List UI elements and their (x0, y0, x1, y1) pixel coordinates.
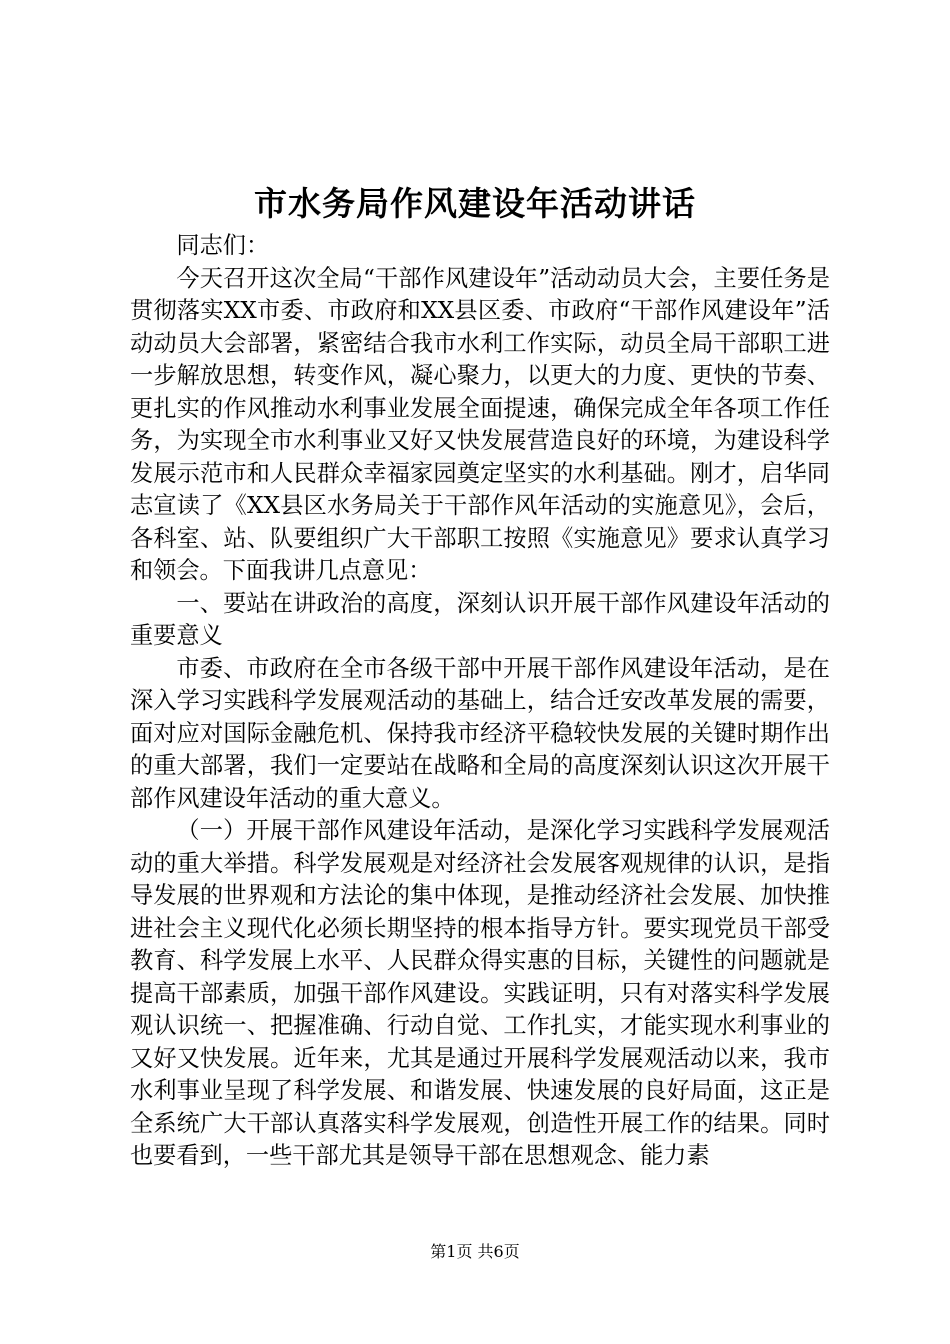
page-number-footer: 第1页 共6页 (430, 1242, 520, 1261)
body-paragraph: （一）开展干部作风建设年活动，是深化学习实践科学发展观活动的重大举措。科学发展观是对经济社会发展客观规律的认识，是指导发展的世界观和方法论的集中体现，是推动经济社会发展、加快推进社会主义现代化必须长期坚持的根本指导方针。要实现党员干部受教育、科学发展上水平、人民群众得实惠的目标，关键性的问题就是提高干部素质，加强干部作风建设。实践证明，只有对落实科学发展观认识统一、把握准确、行动自觉、工作扎实，才能实现水利事业的又好又快发展。近年来，尤其是通过开展科学发展观活动以来，我市水利事业呈现了科学发展、和谐发展、快速发展的良好局面，这正是全系统广大干部认真落实科学发展观，创造性开展工作的结果。同时也要看到，一些干部尤其是领导干部在思想观念、能力素 (130, 817, 830, 1169)
document-body (130, 230, 830, 1173)
section-heading-1: 一、要站在讲政治的高度，深刻认识开展干部作风建设年活动的重要意义 (130, 589, 830, 649)
document-title: 市水务局作风建设年活动讲话 (254, 184, 696, 223)
salutation-paragraph: 同志们： (176, 232, 270, 259)
intro-paragraph: 今天召开这次全局“干部作风建设年”活动动员大会，主要任务是贯彻落实XX市委、市政府和XX县区委、市政府“干部作风建设年”活动动员大会部署，紧密结合我市水利工作实际，动员全局干部职工进一步解放思想，转变作风，凝心聚力，以更大的力度、更快的节奏、更扎实的作风推动水利事业发展全面提速，确保完成全年各项工作任务，为实现全市水利事业又好又快发展营造良好的环境，为建设科学发展示范市和人民群众幸福家园奠定坚实的水利基础。刚才，启华同志宣读了《XX县区水务局关于干部作风年活动的实施意见》，会后，各科室、站、队要组织广大干部职工按照《实施意见》要求认真学习和领会。下面我讲几点意见： (130, 264, 830, 584)
body-paragraph: 市委、市政府在全市各级干部中开展干部作风建设年活动，是在深入学习实践科学发展观活动的基础上，结合迁安改革发展的需要，面对应对国际金融危机、保持我市经济平稳较快发展的关键时期作出的重大部署，我们一定要站在战略和全局的高度深刻认识这次开展干部作风建设年活动的重大意义。 (130, 654, 830, 812)
